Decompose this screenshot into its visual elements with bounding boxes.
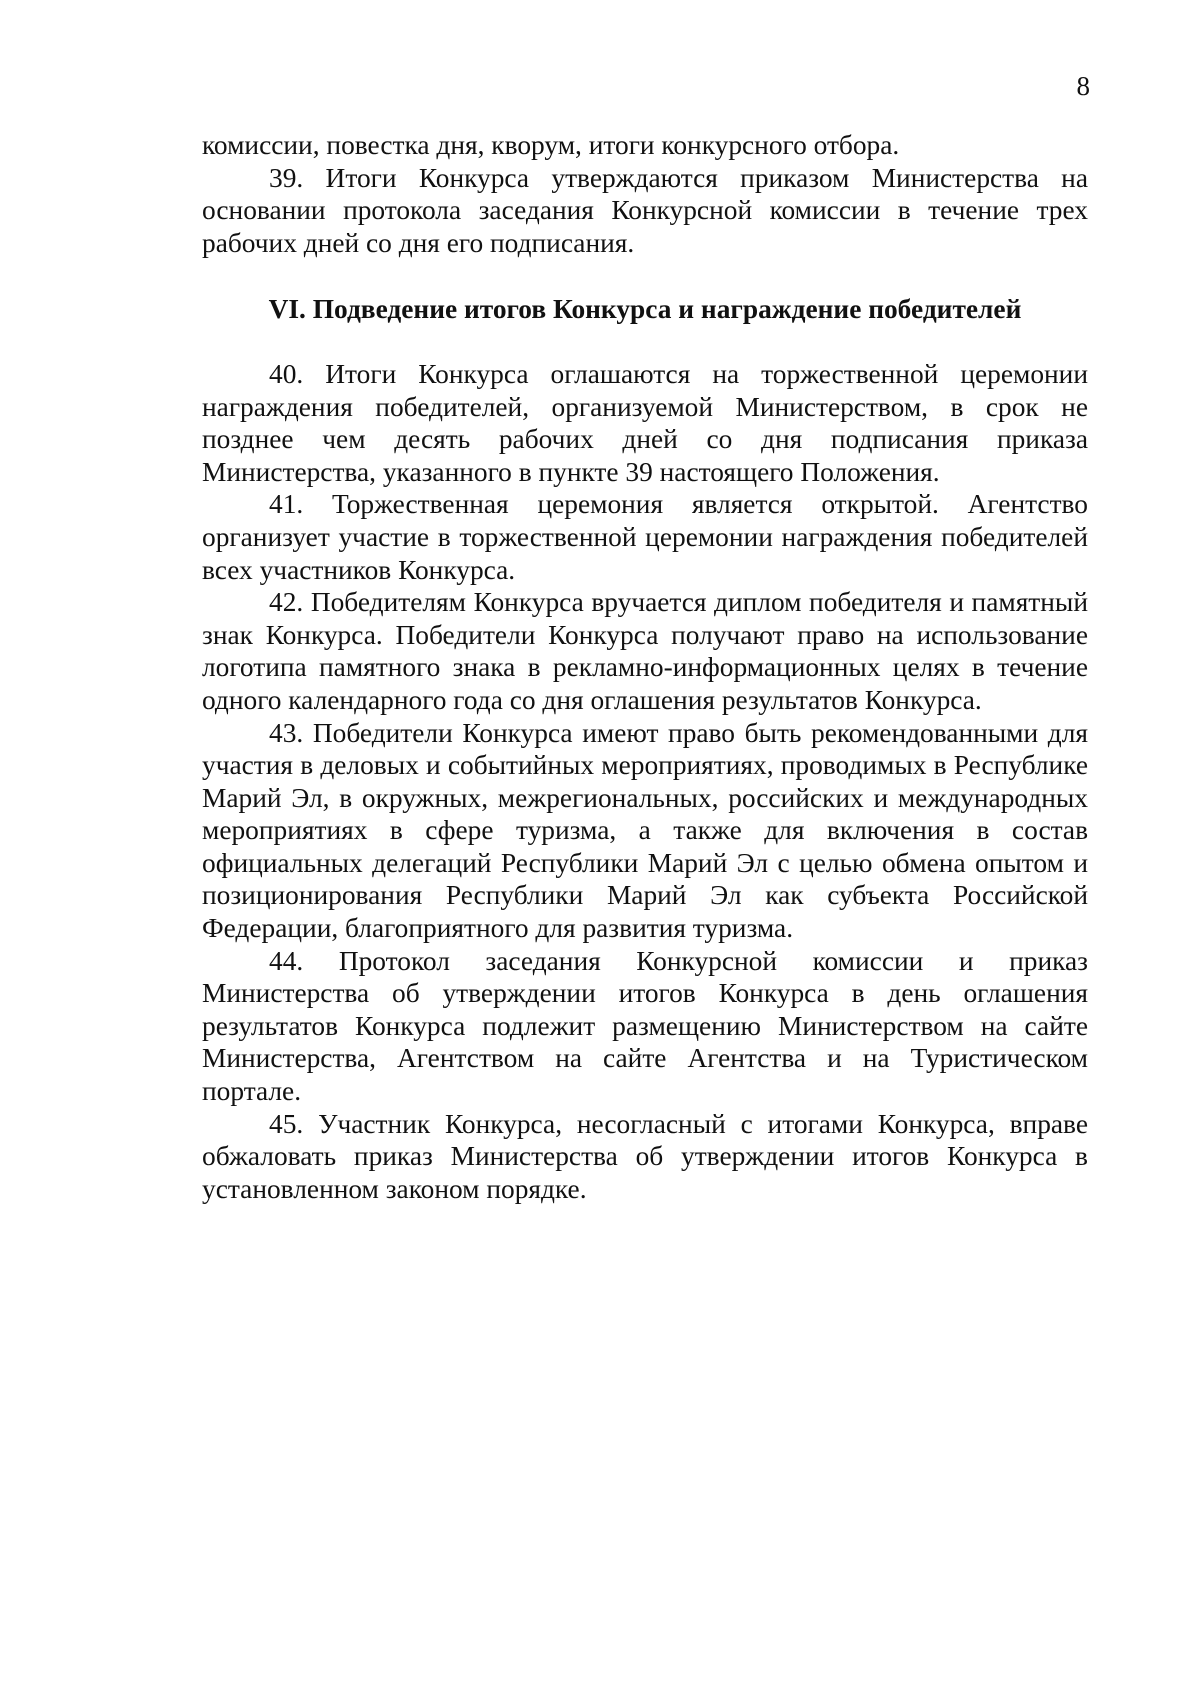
paragraph-43 <box>202 717 1088 945</box>
paragraph-40 <box>202 358 1088 488</box>
paragraph-number: 40. <box>269 358 304 389</box>
paragraph-text: Участник Конкурса, несогласный с итогами Конкурса, вправе обжаловать приказ Министерства об утверждении итогов Конкурса в установленном законом порядке. <box>202 1108 1088 1204</box>
paragraph-number: 45. <box>269 1108 304 1139</box>
paragraph-44 <box>202 945 1088 1108</box>
paragraph-41 <box>202 488 1088 586</box>
paragraph-text: Итоги Конкурса утверждаются приказом Министерства на основании протокола заседания Конкурсной комиссии в течение трех рабочих дней со дня его подписания. <box>202 162 1088 258</box>
paragraph-39 <box>202 162 1088 260</box>
document-body <box>202 129 1088 1205</box>
paragraph-42 <box>202 586 1088 716</box>
paragraph-45 <box>202 1108 1088 1206</box>
paragraph-text: Итоги Конкурса оглашаются на торжественной церемонии награждения победителей, организуемой Министерством, в срок не позднее чем десять рабочих дней со дня подписания приказа Министерства, указанного в пункте 39 настоящего Положения. <box>202 358 1088 487</box>
paragraph-text: Протокол заседания Конкурсной комиссии и приказ Министерства об утверждении итогов Конкурса в день оглашения результатов Конкурса подлежит размещению Министерством на сайте Министерства, Агентством на сайте Агентства и на Туристическом портале. <box>202 945 1088 1107</box>
paragraph-number: 41. <box>269 489 304 520</box>
section-heading: VI. Подведение итогов Конкурса и награждение победителей <box>268 294 1022 325</box>
paragraph-text: Победители Конкурса имеют право быть рекомендованными для участия в деловых и событийных мероприятиях, проводимых в Республике Марий Эл, в окружных, межрегиональных, российских и международных мероприятиях в сфере туризма, а также для включения в состав официальных делегаций Республики Марий Эл с целью обмена опытом и позиционирования Республики Марий Эл как субъекта Российской Федерации, благоприятного для развития туризма. <box>202 717 1088 944</box>
paragraph-number: 44. <box>269 945 304 976</box>
paragraph-continuation <box>202 129 1088 162</box>
paragraph-number: 43. <box>269 717 304 748</box>
paragraph-text: Победителям Конкурса вручается диплом победителя и памятный знак Конкурса. Победители Конкурса получают право на использование логотипа памятного знака в рекламно-информационных целях в течение одного календарного года со дня оглашения результатов Конкурса. <box>202 587 1088 715</box>
paragraph-text: Торжественная церемония является открытой. Агентство организует участие в торжественной церемонии награждения победителей всех участников Конкурса. <box>202 489 1088 585</box>
paragraph-text: комиссии, повестка дня, кворум, итоги конкурсного отбора. <box>202 130 900 160</box>
paragraph-number: 39. <box>269 162 304 193</box>
page-number: 8 <box>1076 71 1090 101</box>
paragraph-number: 42. <box>269 587 304 618</box>
